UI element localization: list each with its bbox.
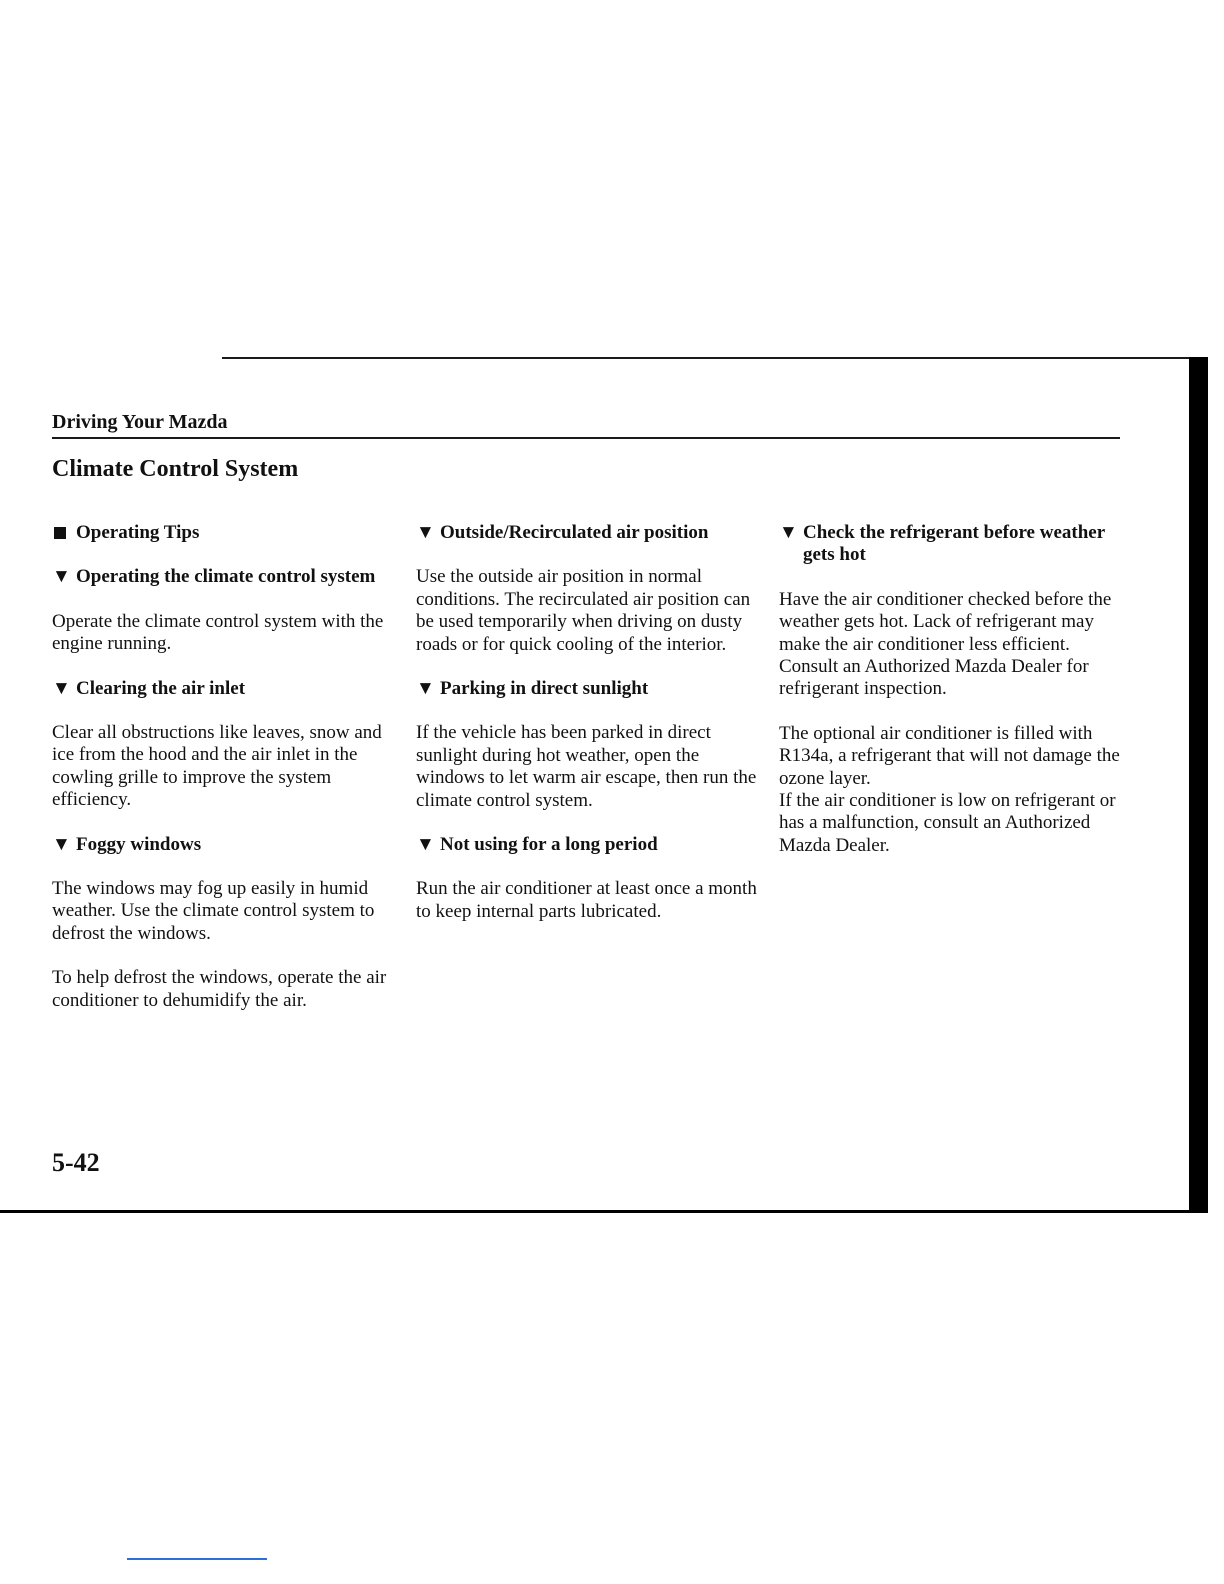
- column-3: [779, 522, 1129, 857]
- section-body: Operate the climate control system with the engine running.: [52, 610, 384, 655]
- blue-underline-mark: [127, 1558, 267, 1560]
- section-body: Run the air conditioner at least once a month to keep internal parts lubricated.: [416, 878, 757, 922]
- section-body: Clear all obstructions like leaves, snow and ice from the hood and the air inlet in the cowling grille to improve the system efficiency.: [52, 722, 382, 811]
- section-heading: ▼ Parking in direct sunlight: [416, 678, 649, 700]
- column-1: [52, 522, 397, 1012]
- thumb-index-bar: [1189, 357, 1208, 1213]
- down-triangle-icon: ▼: [416, 834, 435, 856]
- black-square-bullet-icon: [54, 527, 66, 539]
- section-body: If the vehicle has been parked in direct sunlight during hot weather, open the windows to let warm air escape, then run the climate control system.: [416, 722, 757, 811]
- top-rule: [222, 357, 1208, 359]
- down-triangle-icon: ▼: [416, 522, 435, 543]
- down-triangle-icon: ▼: [52, 677, 71, 699]
- section-body: The optional air conditioner is filled with R134a, a refrigerant that will not damage the ozone layer.: [779, 722, 1120, 789]
- section-heading: ▼ Check the refrigerant before weather gets hot: [779, 522, 1105, 566]
- column-2: [416, 522, 761, 923]
- down-triangle-icon: ▼: [52, 833, 71, 855]
- section-heading: ▼ Not using for a long period: [416, 834, 658, 856]
- down-triangle-icon: ▼: [416, 678, 435, 700]
- section-body: Use the outside air position in normal conditions. The recirculated air position can be used temporarily when driving on dusty roads or for quick cooling of the interior.: [416, 566, 751, 655]
- section-heading: ▼ Foggy windows: [52, 833, 202, 855]
- down-triangle-icon: ▼: [779, 522, 798, 543]
- bottom-rule: [0, 1210, 1208, 1213]
- section-header: Driving Your Mazda: [52, 411, 228, 433]
- section-body: To help defrost the windows, operate the air conditioner to dehumidify the air.: [52, 967, 387, 1011]
- section-heading: ▼ Clearing the air inlet: [52, 677, 246, 699]
- operating-tips-heading: Operating Tips: [52, 522, 397, 544]
- section-heading: ▼ Operating the climate control system: [52, 566, 376, 588]
- page-title: Climate Control System: [52, 456, 299, 482]
- section-heading: ▼ Outside/Recirculated air position: [416, 522, 709, 543]
- header-rule: [52, 437, 1120, 439]
- section-body: If the air conditioner is low on refrigerant or has a malfunction, consult an Authorized Mazda Dealer.: [779, 790, 1116, 856]
- section-body: The windows may fog up easily in humid weather. Use the climate control system to defrost the windows.: [52, 878, 375, 944]
- page-number: 5-42: [52, 1148, 100, 1177]
- down-triangle-icon: ▼: [52, 566, 71, 588]
- section-body: Have the air conditioner checked before the weather gets hot. Lack of refrigerant may make the air conditioner less efficient. Consult an Authorized Mazda Dealer for refrigerant inspection.: [779, 588, 1112, 700]
